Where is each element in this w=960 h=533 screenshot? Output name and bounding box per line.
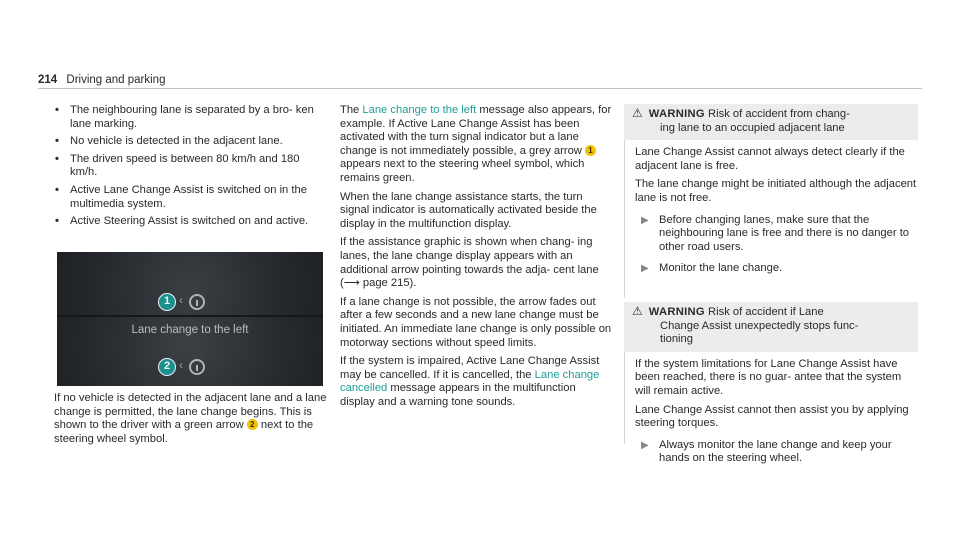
- callout-badge-1-inline: 1: [585, 145, 596, 156]
- list-item: • Active Lane Change Assist is switched on in the multimedia system.: [54, 184, 329, 211]
- callout-badge-2-inline: 2: [247, 419, 258, 430]
- instruction-step: [635, 214, 918, 255]
- paragraph-text: The: [340, 104, 360, 116]
- display-message-reference: Lane change to the left: [362, 104, 477, 116]
- warning-title: Change Assist unexpectedly stops func-: [660, 319, 859, 332]
- warning-body: [624, 352, 918, 465]
- paragraph-text: arrow: [215, 419, 244, 432]
- warning-title: ing lane to an occupied adjacent lane: [660, 121, 845, 134]
- page-reference-link[interactable]: page 215).: [362, 277, 417, 290]
- warning-title: Risk of accident if Lane: [708, 306, 824, 318]
- page-number: 214: [38, 74, 58, 86]
- list-item: • No vehicle is detected in the adjacent lane.: [54, 135, 329, 149]
- list-item: • The neighbouring lane is separated by a bro- ken lane marking.: [54, 104, 329, 131]
- paragraph-text: appears next to the steering wheel symbol, which remains green.: [340, 158, 585, 184]
- paragraph-text: If a lane change is not possible, the arrow fades out after a few seconds and a new lane change must be initiated. An immediate lane change is only possible on motorway sections without speed limits.: [340, 295, 612, 349]
- warning-triangle-icon: ⚠: [632, 304, 643, 318]
- step-text: Monitor the lane change.: [659, 262, 783, 275]
- paragraph-text: Lane Change Assist cannot always detect clearly if the adjacent lane is free.: [635, 146, 905, 172]
- conditions-list: [54, 104, 329, 229]
- steering-wheel-icon: [189, 359, 205, 375]
- multifunction-display-image: [57, 252, 323, 386]
- warning-header: [624, 302, 918, 352]
- step-arrow-icon: ▶: [641, 263, 649, 275]
- header-divider: [38, 88, 922, 89]
- step-text: Always monitor the lane change and keep your hands on the steering wheel.: [659, 438, 892, 465]
- warning-box-assist-stops: [624, 302, 918, 465]
- section-title: Driving and parking: [66, 74, 166, 86]
- warning-label: WARNING: [648, 306, 705, 318]
- warning-triangle-icon: ⚠: [632, 106, 643, 120]
- paragraph-text: Lane Change Assist cannot then assist you by applying steering torques.: [635, 403, 909, 430]
- paragraph-text: message also appears, for example. If Active Lane Change Assist has been activated with the turn signal indicator but a lane change is not immediately possible, a grey arrow: [340, 104, 612, 157]
- grey-arrow-icon: ‹: [179, 293, 183, 307]
- warning-header: [624, 104, 918, 140]
- paragraph-text: When the lane change assistance starts, the turn signal indicator is automatically activated beside the display in the multifunction display.: [340, 190, 597, 230]
- list-item: • The driven speed is between 80 km/h and 180 km/h.: [54, 153, 329, 180]
- steering-wheel-icon: [189, 294, 205, 310]
- paragraph-text: If the assistance graphic is shown when chang- ing lanes, the lane change display appears with an additional arrow pointing towards the adja- cent lane (: [340, 236, 599, 290]
- instruction-step: [635, 262, 918, 276]
- step-text: Before changing lanes, make sure that the neighbouring lane is free and there is no danger to other road users.: [659, 213, 910, 253]
- lane-change-paragraph: [54, 392, 329, 451]
- paragraph-text: message appears in the multifunction display and a warning tone sounds.: [340, 382, 576, 408]
- warning-label: WARNING: [648, 108, 705, 120]
- instruction-step: [635, 439, 918, 466]
- step-arrow-icon: ▶: [641, 214, 649, 226]
- callout-badge-1: 1: [158, 293, 176, 311]
- warning-box-occupied-lane: [624, 104, 918, 296]
- paragraph-text: next to the steering wheel symbol.: [54, 419, 314, 445]
- warning-title: tioning: [660, 333, 693, 346]
- warning-body: [624, 140, 918, 298]
- warning-title: Risk of accident from chang-: [708, 108, 850, 120]
- list-item: • Active Steering Assist is switched on and active.: [54, 215, 329, 229]
- paragraph-text: If the system limitations for Lane Change Assist have been reached, there is no guar- antee that the system will remain active.: [635, 357, 902, 397]
- display-message-reference: Lane change cancelled: [340, 368, 600, 395]
- step-arrow-icon: ▶: [641, 439, 649, 451]
- page-header: [38, 74, 165, 88]
- paragraph-text: If no vehicle is detected in the adjacent lane and a lane change is permitted, the lane change begins. This is shown to the driver with a green: [54, 392, 327, 432]
- green-arrow-icon: ‹: [179, 358, 183, 372]
- callout-badge-2: 2: [158, 358, 176, 376]
- display-message: Lane change to the left: [131, 324, 249, 336]
- column-left: [54, 104, 329, 233]
- paragraph-text: The lane change might be initiated although the adjacent lane is not free.: [635, 178, 917, 204]
- paragraph-text: If the system is impaired, Active Lane Change Assist may be cancelled. If it is cancelled, the: [340, 355, 600, 381]
- page-reference-arrow-icon: ⟶: [343, 277, 360, 290]
- column-middle: [340, 104, 612, 414]
